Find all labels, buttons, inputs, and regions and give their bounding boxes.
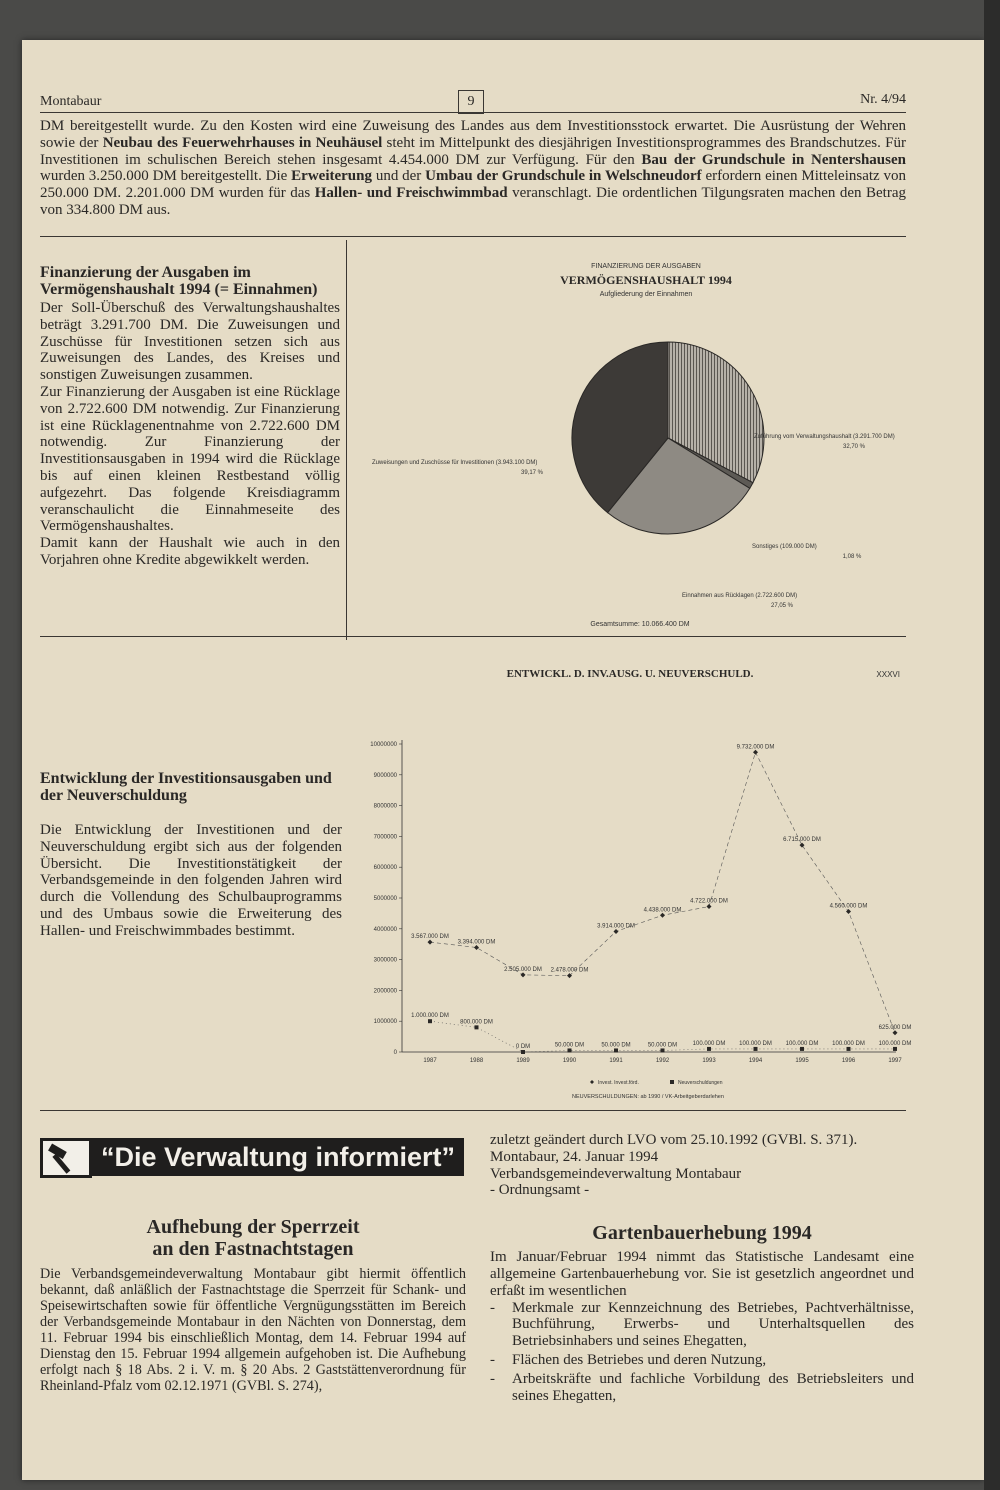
intro-emphasis: Neubau des Feuerwehrhauses in Neuhäusel <box>102 134 383 151</box>
data-label: 50.000 DM <box>647 1042 678 1049</box>
article-continuation-1: zuletzt geändert durch LVO vom 25.10.1992 (GVBl. S. 371). <box>490 1132 858 1148</box>
series-point <box>521 1050 525 1054</box>
series-point <box>474 945 479 950</box>
data-label: 4.560.000 DM <box>829 903 868 910</box>
column-rule-1 <box>346 240 347 640</box>
series-point <box>753 750 758 755</box>
newspaper-page <box>22 40 984 1480</box>
series-point <box>614 929 619 934</box>
series-point <box>800 843 805 848</box>
line-chart <box>342 664 912 1108</box>
section-development-heading: Entwicklung der Investitionsausgaben und der Neuverschuldung <box>40 770 332 804</box>
data-label: 100.000 DM <box>692 1040 726 1047</box>
x-tick-label: 1995 <box>795 1058 809 1064</box>
intro-paragraph <box>40 118 906 219</box>
y-tick-label: 1000000 <box>373 1019 397 1026</box>
series-point <box>521 972 526 977</box>
pie-slice-percent: 32,70 % <box>842 444 866 450</box>
x-tick-label: 1989 <box>516 1058 530 1064</box>
y-tick-label: 9000000 <box>373 772 397 779</box>
article-garden-item: - Arbeitskräfte und fachliche Vorbildung des Betriebsleiters und seines Ehegatten, <box>490 1371 914 1405</box>
intro-emphasis: Hallen- und Freischwimmbad <box>314 185 508 202</box>
data-label: 3.567.000 DM <box>411 934 449 941</box>
intro-emphasis: Bau der Grundschule in Nentershausen <box>641 151 906 168</box>
x-tick-label: 1991 <box>609 1058 623 1064</box>
data-label: 50.000 DM <box>601 1042 631 1049</box>
section-development <box>40 770 342 940</box>
series-point <box>893 1047 897 1051</box>
intro-text: erfordern einen Mitteleinsatz von 250.000 DM. 2.201.000 DM wurden für das <box>40 168 907 202</box>
y-tick-label: 0 <box>393 1050 397 1056</box>
article-garden-item: - Merkmale zur Kennzeichnung des Betriebes, Pachtverhältnisse, Buchführung, Erwerbs- und Unterhaltsquellen des Betriebsinhabers und seines Ehegatten, <box>490 1300 914 1350</box>
pie-slice-label: Einnahmen aus Rücklagen (2.722.600 DM) <box>682 593 798 599</box>
data-label: 9.732.000 DM <box>736 744 775 751</box>
x-tick-label: 1996 <box>841 1058 856 1064</box>
pie-slice-percent: 27,05 % <box>770 603 794 609</box>
data-label: 2.505.000 DM <box>504 966 542 973</box>
x-tick-label: 1994 <box>748 1058 763 1064</box>
banner-icon-box <box>40 1138 92 1178</box>
data-label: 800.000 DM <box>460 1019 493 1026</box>
series-point <box>428 1019 432 1023</box>
series-point <box>660 913 665 918</box>
series-point <box>847 1047 851 1051</box>
data-label: 6.715.000 DM <box>783 837 821 844</box>
x-tick-label: 1993 <box>702 1058 716 1064</box>
banner-title: “Die Verwaltung informiert” <box>92 1138 464 1176</box>
article-curfew-heading-1: Aufhebung der Sperrzeit <box>146 1216 360 1238</box>
data-label: 3.394.000 DM <box>457 939 496 946</box>
x-tick-label: 1988 <box>469 1058 484 1064</box>
article-garden-text: Im Januar/Februar 1994 nimmt das Statistische Landesamt eine allgemeine Gartenbauerhebung vor. Sie ist gesetzlich angeordnet und erfaßt im wesentlichen <box>490 1249 914 1299</box>
legend-marker <box>590 1080 594 1084</box>
scan-edge <box>984 0 1000 1490</box>
y-tick-label: 3000000 <box>373 957 397 964</box>
pie-chart <box>348 258 908 638</box>
section-development-p1: Die Entwicklung der Investitionen und der Neuverschuldung ergibt sich aus der folgenden Übersicht. Die Investitionstätigkeit der Verbandsgemeinde in den folgenden Jahren wird durch die Vollendung des Schulbauprogramms und des Umbaus sowie die Erweiterung des Hallen- und Freischwimmbades bestimmt. <box>40 822 342 939</box>
y-tick-label: 5000000 <box>373 896 397 902</box>
article-garden-item: - Flächen des Betriebes und deren Nutzung, <box>490 1352 914 1369</box>
data-label: 1.000.000 DM <box>411 1013 449 1020</box>
data-label: 100.000 DM <box>878 1040 912 1047</box>
series-point <box>846 909 851 914</box>
section-financing <box>40 264 340 569</box>
data-label: 3.914.000 DM <box>597 923 635 930</box>
series-point <box>707 1047 711 1051</box>
article-continuation-3: Verbandsgemeindeverwaltung Montabaur <box>490 1165 742 1182</box>
pie-total-label: Gesamtsumme: 10.066.400 DM <box>590 621 690 628</box>
series-point <box>754 1047 758 1051</box>
intro-emphasis: Erweiterung <box>291 168 372 185</box>
issue-number: Nr. 4/94 <box>860 92 906 107</box>
legend-label: Invest. Invest.förd. <box>598 1080 639 1086</box>
series-line <box>430 752 895 1032</box>
intro-emphasis: Umbau der Grundschule in Welschneudorf <box>425 168 702 185</box>
series-point <box>893 1030 898 1035</box>
data-label: 625.000 DM <box>878 1024 912 1031</box>
y-tick-label: 2000000 <box>373 988 397 995</box>
series-point <box>800 1047 804 1051</box>
article-continuation-2: Montabaur, 24. Januar 1994 <box>490 1148 659 1165</box>
x-tick-label: 1987 <box>423 1058 437 1064</box>
page-number: 9 <box>458 90 484 114</box>
data-label: 50.000 DM <box>554 1042 585 1049</box>
divider-2 <box>40 636 906 637</box>
line-chart-footnote: NEUVERSCHULDUNGEN: ab 1990 / VK-Arbeitgeberdarlehen <box>572 1094 724 1100</box>
intro-text: und der <box>372 168 426 185</box>
article-curfew-text: Die Verbandsgemeindeverwaltung Montabaur gibt hiermit öffentlich bekannt, daß anläßlich der Fastnachtstage die Sperrzeit für Schank- und Speisewirtschaften sowie für öffentliche Vergnügungsstätten im Bereich der Verbandsgemeinde Montabaur in den Nächten von Donnerstag, dem 11. Februar 1994 bis einschließlich Montag, dem 14. Februar 1994 auf Dienstag den 15. Februar 1994 allgemein aufgehoben ist. Die Aufhebung erfolgt nach § 18 Abs. 2 i. V. m. § 20 Abs. 2 Gaststättenverordnung für Rheinland-Pfalz vom 02.12.1971 (GVBl. S. 274), <box>40 1266 466 1394</box>
article-garden-heading: Gartenbauerhebung 1994 <box>592 1222 812 1245</box>
divider-3 <box>40 1110 906 1111</box>
y-tick-label: 4000000 <box>373 926 397 933</box>
section-financing-p1: Der Soll-Überschuß des Verwaltungshaushaltes beträgt 3.291.700 DM. Die Zuweisungen und Zuschüsse für Investitionen setzen sich aus Zuweisungen des Landes, des Kreises und sonstigen Zuweisungen zusammen. <box>40 300 340 384</box>
pie-slice-label: Zuweisungen und Zuschüsse für Investitionen (3.943.100 DM) <box>372 460 538 466</box>
article-curfew <box>40 1216 466 1394</box>
data-label: 100.000 DM <box>832 1040 865 1047</box>
series-point <box>661 1048 665 1052</box>
intro-text: wurden 3.250.000 DM bereitgestellt. Die <box>40 168 292 185</box>
divider-1 <box>40 236 906 237</box>
line-chart-title: ENTWICKL. D. INV.AUSG. U. NEUVERSCHULD. <box>506 668 754 680</box>
line-chart-tag: XXXVI <box>876 670 900 679</box>
x-tick-label: 1990 <box>562 1058 577 1064</box>
series-point <box>707 904 712 909</box>
data-label: 4.722.000 DM <box>690 898 728 905</box>
article-right-column <box>490 1132 914 1404</box>
x-tick-label: 1997 <box>888 1058 902 1064</box>
hammer-icon <box>41 1139 91 1177</box>
section-financing-p3: Damit kann der Haushalt wie auch in den Vorjahren ohne Kredite abgewikkelt werden. <box>40 535 340 568</box>
section-financing-p2: Zur Finanzierung der Ausgaben ist eine Rücklage von 2.722.600 DM notwendig. Zur Finanzierung ist eine Rücklagenentnahme von 2.722.600 DM notwendig. Zur Finanzierung der Investitionsausgaben in 1994 wird die Rücklage bis auf einen kleinen Restbestand völlig aufgezehrt. Das folgende Kreisdiagramm veranschaulicht die Einnahmeseite des Vermögenshaushaltes. <box>40 383 340 535</box>
intro-text: DM bereitgestellt wurde. Zu den Kosten wird eine Zuweisung des Landes aus dem Investitionsstock erwartet. Die Ausrüstung der Wehren sowie der <box>40 118 906 151</box>
pie-slice-percent: 1,08 % <box>842 554 862 560</box>
legend-label: Neuverschuldungen <box>678 1080 723 1086</box>
header-town: Montabaur <box>40 94 102 109</box>
pie-supertitle: FINANZIERUNG DER AUSGABEN <box>591 263 701 270</box>
section-financing-heading: Finanzierung der Ausgaben im Vermögenshaushalt 1994 (= Einnahmen) <box>40 264 318 298</box>
data-label: 4.438.000 DM <box>643 907 682 914</box>
pie-slice-label: Sonstiges (109.000 DM) <box>752 544 817 550</box>
y-tick-label: 6000000 <box>373 865 397 872</box>
legend-marker <box>670 1080 674 1084</box>
x-tick-label: 1992 <box>655 1058 670 1064</box>
series-point <box>475 1025 479 1029</box>
data-label: 100.000 DM <box>739 1040 772 1047</box>
pie-slice-percent: 39,17 % <box>520 470 544 476</box>
data-label: 2.478.000 DM <box>550 967 589 974</box>
pie-title: VERMÖGENSHAUSHALT 1994 <box>560 273 732 287</box>
series-point <box>568 1048 572 1052</box>
data-label: 0 DM <box>515 1044 531 1050</box>
series-point <box>428 940 433 945</box>
y-tick-label: 7000000 <box>373 834 397 841</box>
intro-text: steht im Mittelpunkt des diesjährigen Investitionsprogrammes des Brandschutzes. Für Investitionen im schulischen Bereich stehen insgesamt 4.454.000 DM zur Verfügung. Für den <box>40 134 906 168</box>
pie-subtitle: Aufgliederung der Einnahmen <box>599 291 693 298</box>
data-label: 100.000 DM <box>785 1040 819 1047</box>
header-rule <box>40 112 906 113</box>
intro-text: veranschlagt. Die ordentlichen Tilgungsraten machen den Betrag von 334.800 DM aus. <box>40 185 906 218</box>
y-tick-label: 10000000 <box>370 742 397 748</box>
pie-slice-label: Zuführung vom Verwaltungshaushalt (3.291.700 DM) <box>754 434 895 440</box>
article-curfew-heading-2: an den Fastnachtstagen <box>152 1238 354 1260</box>
y-tick-label: 8000000 <box>373 803 397 810</box>
article-continuation-4: - Ordnungsamt - <box>490 1182 590 1199</box>
series-point <box>614 1048 618 1052</box>
